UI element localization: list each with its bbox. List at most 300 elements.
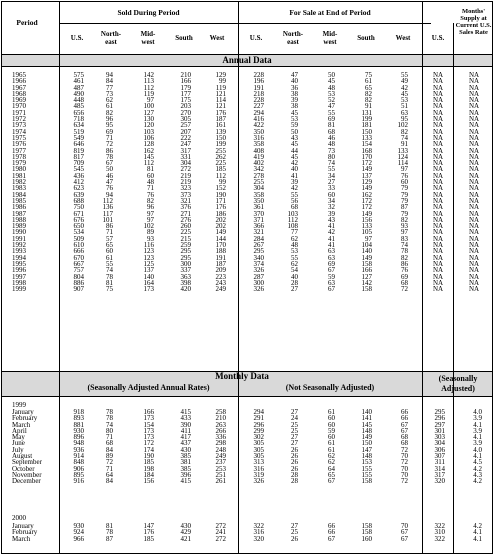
supply-us-header: U.S. <box>431 34 445 42</box>
annual-sold-south-cell: 175 <box>180 96 191 105</box>
annual-band-rule <box>2 66 492 67</box>
m2000-sold-south-column <box>169 523 191 542</box>
annual-forsale-midwest-cell: 33 <box>328 184 335 193</box>
m1999-forsale-us-cell: 299 <box>253 426 264 435</box>
annual-supply-us-cell: NA <box>432 247 444 256</box>
m1999-forsale-northeast-cell: 28 <box>291 477 298 486</box>
annual-sold-midwest-cell: 82 <box>147 196 154 205</box>
annual-forsale-us-cell: 326 <box>253 266 264 275</box>
m1999-forsale-south-cell: 149 <box>361 433 372 442</box>
annual-forsale-west-cell: 55 <box>401 71 408 79</box>
annual-forsale-us-cell: 191 <box>253 83 264 92</box>
annual-sold-west-cell: 149 <box>215 228 226 237</box>
annual-sold-south-cell: 363 <box>180 272 191 281</box>
annual-forsale-us-cell: 287 <box>253 272 264 281</box>
annual-sold-northeast-cell: 46 <box>106 171 113 180</box>
annual-sold-northeast-cell: 136 <box>102 203 113 212</box>
m1999-forsale-south-cell: 147 <box>361 445 372 454</box>
annual-forsale-northeast-cell: 38 <box>291 102 298 111</box>
annual-forsale-midwest-cell: 53 <box>328 89 335 98</box>
annual-forsale-us-cell: 228 <box>253 96 264 105</box>
months-supply-header: Months' Supply at Current U.S. Sales Rate <box>455 8 492 36</box>
annual-forsale-midwest-cell: 69 <box>328 115 335 124</box>
annual-sold-west-cell: 112 <box>215 171 226 180</box>
m2000-supply-us-cell: 322 <box>434 522 445 530</box>
annual-supply-rate-cell: NA <box>468 234 480 243</box>
m1999-forsale-west-cell: 67 <box>401 420 408 429</box>
annual-sold-us-cell: 575 <box>73 71 84 79</box>
annual-forsale-midwest-cell: 55 <box>328 108 335 117</box>
m1999-forsale-us-cell: 305 <box>253 445 264 454</box>
annual-forsale-west-cell: 82 <box>401 127 408 136</box>
annual-sold-west-cell: 185 <box>215 165 226 174</box>
sold-northeast-header: North- east <box>100 30 122 46</box>
annual-sold-us-cell: 671 <box>73 209 84 218</box>
annual-sold-west-cell: 190 <box>215 190 226 199</box>
annual-supply-rate-cell: NA <box>468 190 480 199</box>
m1999-forsale-midwest-cell: 67 <box>328 477 335 486</box>
annual-supply-rate-cell: NA <box>468 278 480 287</box>
m1999-forsale-south-cell: 148 <box>361 426 372 435</box>
annual-sold-northeast-cell: 61 <box>106 102 113 111</box>
m1999-sold-northeast-cell: 78 <box>106 408 113 416</box>
annual-years-cell: 1984 <box>12 190 26 199</box>
annual-forsale-northeast-cell: 54 <box>291 266 298 275</box>
annual-sold-south-cell: 257 <box>180 121 191 130</box>
m1999-sold-midwest-cell: 173 <box>143 433 154 442</box>
annual-sold-west-cell: 176 <box>215 108 226 117</box>
annual-years-cell: 1982 <box>12 178 26 187</box>
annual-forsale-us-cell: 278 <box>253 171 264 180</box>
annual-years-cell: 1970 <box>12 102 26 111</box>
annual-forsale-south-cell: 158 <box>361 259 372 268</box>
annual-sold-us-cell: 750 <box>73 203 84 212</box>
m1999-forsale-midwest-cell: 62 <box>328 452 335 461</box>
m1999-forsale-us-cell: 313 <box>253 458 264 467</box>
annual-sold-south-cell: 210 <box>180 71 191 79</box>
annual-forsale-northeast-cell: 42 <box>291 184 298 193</box>
m1999-sold-south-cell: 415 <box>180 477 191 486</box>
annual-years-cell: 1985 <box>12 196 26 205</box>
m1999-forsale-midwest-cell: 60 <box>328 433 335 442</box>
m1999-forsale-midwest-cell: 60 <box>328 414 335 423</box>
m1999-sold-west-cell: 251 <box>215 470 226 479</box>
sold-group-header: Sold During Period <box>117 8 180 17</box>
annual-forsale-midwest-cell: 63 <box>328 247 335 256</box>
annual-forsale-northeast-cell: 40 <box>291 165 298 174</box>
sold-us-header: U.S. <box>70 34 84 42</box>
annual-sold-us-cell: 646 <box>73 140 84 149</box>
annual-forsale-midwest-cell: 63 <box>328 278 335 287</box>
annual-supply-us-cell: NA <box>432 102 444 111</box>
m1999-sold-northeast-cell: 71 <box>106 464 113 473</box>
annual-forsale-midwest-cell: 41 <box>328 234 335 243</box>
m1999-sold-us-cell: 896 <box>73 433 84 442</box>
m1999-forsale-us-column <box>242 409 264 485</box>
annual-forsale-us-cell: 284 <box>253 234 264 243</box>
m1999-sold-west-cell: 263 <box>215 420 226 429</box>
sold-south-header: South <box>175 34 193 42</box>
m1999-forsale-midwest-cell: 65 <box>328 470 335 479</box>
annual-years-cell: 1978 <box>12 152 26 161</box>
annual-supply-rate-cell: NA <box>468 203 480 212</box>
m1999-sold-us-cell: 893 <box>73 414 84 423</box>
annual-years-cell: 1999 <box>12 285 26 294</box>
annual-supply-us-cell: NA <box>432 253 444 262</box>
annual-forsale-south-cell: 82 <box>365 96 372 105</box>
m1999-sold-midwest-cell: 190 <box>143 452 154 461</box>
m1999-forsale-northeast-cell: 25 <box>291 420 298 429</box>
annual-sold-west-cell: 187 <box>215 115 226 124</box>
m1999-forsale-us-cell: 291 <box>253 414 264 423</box>
m1999-sold-midwest-cell: 154 <box>143 420 154 429</box>
annual-supply-us-column <box>423 72 453 292</box>
m2000-sold-northeast-cell: 87 <box>106 534 113 543</box>
annual-sold-south-cell: 304 <box>180 159 191 168</box>
m1999-supply-us-cell: 307 <box>434 452 445 461</box>
annual-sold-south-column <box>169 72 191 292</box>
annual-sold-south-cell: 247 <box>180 140 191 149</box>
m1999-sold-midwest-cell: 156 <box>143 477 154 486</box>
annual-forsale-us-cell: 316 <box>253 133 264 142</box>
m1999-sold-midwest-cell: 198 <box>143 464 154 473</box>
annual-sold-west-cell: 139 <box>215 127 226 136</box>
annual-sold-south-cell: 420 <box>180 285 191 294</box>
annual-supply-us-cell: NA <box>432 228 444 237</box>
m2000-forsale-midwest-cell: 66 <box>328 522 335 530</box>
annual-sold-south-cell: 179 <box>180 83 191 92</box>
annual-sold-northeast-cell: 94 <box>106 190 113 199</box>
annual-sold-northeast-cell: 47 <box>106 178 113 187</box>
m2000-supply-us-cell: 322 <box>434 534 445 543</box>
annual-supply-us-cell: NA <box>432 190 444 199</box>
annual-forsale-midwest-cell: 34 <box>328 196 335 205</box>
m1999-forsale-us-cell: 305 <box>253 452 264 461</box>
annual-forsale-us-cell: 358 <box>253 140 264 149</box>
m1999-supply-rate-cell: 4.2 <box>473 464 482 473</box>
annual-forsale-us-cell: 196 <box>253 77 264 86</box>
annual-sold-west-cell: 191 <box>215 253 226 262</box>
annual-sold-midwest-cell: 60 <box>147 171 154 180</box>
annual-years-cell: 1965 <box>12 71 26 79</box>
annual-years-cell: 1976 <box>12 140 26 149</box>
annual-sold-northeast-cell: 94 <box>106 71 113 79</box>
m2000-forsale-south-column <box>350 523 372 542</box>
m1999-supply-us-cell: 296 <box>434 414 445 423</box>
m1999-supply-rate-cell: 3.9 <box>473 439 482 448</box>
seasonally-adjusted-heading: (Seasonally Adjusted) <box>438 374 478 393</box>
months-1999-cell: May <box>12 433 25 442</box>
annual-supply-rate-cell: NA <box>468 108 480 117</box>
annual-sold-south-cell: 225 <box>180 228 191 237</box>
annual-forsale-south-cell: 199 <box>361 115 372 124</box>
m1999-supply-rate-column <box>464 409 482 485</box>
annual-supply-rate-cell: NA <box>468 159 480 168</box>
annual-sold-us-cell: 490 <box>73 89 84 98</box>
annual-years-cell: 1998 <box>12 278 26 287</box>
annual-forsale-south-cell: 168 <box>361 146 372 155</box>
m1999-sold-west-cell: 336 <box>215 433 226 442</box>
annual-sold-west-cell: 188 <box>215 247 226 256</box>
not-seasonal-heading: (Not Seasonally Adjusted) <box>285 383 375 392</box>
annual-forsale-us-cell: 300 <box>253 278 264 287</box>
m2000-forsale-northeast-column <box>280 523 298 542</box>
m1999-sold-west-cell: 237 <box>215 458 226 467</box>
annual-forsale-northeast-cell: 41 <box>291 171 298 180</box>
annual-sold-us-cell: 509 <box>73 234 84 243</box>
annual-forsale-west-cell: 74 <box>401 133 408 142</box>
annual-sold-west-cell: 114 <box>215 96 226 105</box>
m2000-sold-west-cell: 272 <box>215 522 226 530</box>
m1999-supply-us-column <box>425 409 445 485</box>
period-header: Period <box>16 18 38 27</box>
annual-forsale-west-cell: 79 <box>401 196 408 205</box>
annual-sold-us-cell: 639 <box>73 190 84 199</box>
annual-forsale-west-cell: 76 <box>401 266 408 275</box>
annual-forsale-us-cell: 350 <box>253 127 264 136</box>
annual-sold-west-cell: 152 <box>215 184 226 193</box>
annual-supply-us-cell: NA <box>432 203 444 212</box>
months-1999-cell: November <box>12 470 42 479</box>
annual-sold-us-cell: 666 <box>73 247 84 256</box>
annual-sold-south-cell: 215 <box>180 234 191 243</box>
annual-forsale-midwest-cell: 81 <box>328 121 335 130</box>
m1999-forsale-northeast-cell: 26 <box>291 445 298 454</box>
m1999-forsale-northeast-column <box>280 409 298 485</box>
annual-forsale-south-cell: 104 <box>361 241 372 250</box>
annual-sold-northeast-cell: 50 <box>106 165 113 174</box>
m1999-sold-south-cell: 433 <box>180 414 191 423</box>
annual-sold-west-cell: 129 <box>215 71 226 79</box>
m1999-forsale-west-cell: 70 <box>401 470 408 479</box>
m1999-sold-west-cell: 261 <box>215 477 226 486</box>
annual-forsale-northeast-cell: 62 <box>291 259 298 268</box>
annual-forsale-us-cell: 371 <box>253 215 264 224</box>
m1999-forsale-us-cell: 316 <box>253 464 264 473</box>
annual-forsale-south-cell: 172 <box>361 196 372 205</box>
annual-forsale-south-cell: 181 <box>361 121 372 130</box>
annual-sold-west-cell: 223 <box>215 272 226 281</box>
annual-supply-us-cell: NA <box>432 259 444 268</box>
annual-sold-south-cell: 337 <box>180 266 191 275</box>
annual-sold-midwest-cell: 142 <box>143 71 154 79</box>
annual-sold-midwest-cell: 119 <box>143 89 154 98</box>
annual-forsale-west-cell: 95 <box>401 115 408 124</box>
annual-sold-northeast-cell: 67 <box>106 159 113 168</box>
annual-forsale-west-cell: 91 <box>401 140 408 149</box>
annual-sold-us-cell: 709 <box>73 159 84 168</box>
annual-supply-rate-cell: NA <box>468 102 480 111</box>
m1999-forsale-northeast-cell: 25 <box>291 426 298 435</box>
annual-sold-west-column <box>204 72 226 292</box>
annual-supply-rate-cell: NA <box>468 133 480 142</box>
m2000-sold-midwest-cell: 176 <box>143 528 154 537</box>
annual-sold-midwest-cell: 120 <box>143 121 154 130</box>
annual-sold-northeast-cell: 65 <box>106 241 113 250</box>
annual-sold-us-cell: 688 <box>73 196 84 205</box>
m1999-forsale-us-cell: 326 <box>253 477 264 486</box>
annual-forsale-south-cell: 156 <box>361 215 372 224</box>
annual-sold-south-cell: 177 <box>180 89 191 98</box>
m1999-sold-south-column <box>169 409 191 485</box>
annual-forsale-us-cell: 326 <box>253 285 264 294</box>
m1999-sold-midwest-cell: 185 <box>143 458 154 467</box>
m1999-sold-us-cell: 916 <box>73 477 84 486</box>
annual-sold-midwest-cell: 81 <box>147 165 154 174</box>
months-2000-cell: February <box>12 528 38 537</box>
annual-sold-south-cell: 219 <box>180 178 191 187</box>
annual-forsale-midwest-cell: 41 <box>328 222 335 231</box>
annual-forsale-west-cell: 102 <box>397 121 408 130</box>
annual-forsale-northeast-cell: 53 <box>291 115 298 124</box>
annual-supply-rate-cell: NA <box>468 83 480 92</box>
m1999-sold-midwest-cell: 184 <box>143 470 154 479</box>
annual-sold-us-cell: 886 <box>73 278 84 287</box>
annual-sold-northeast-cell: 76 <box>106 184 113 193</box>
annual-forsale-midwest-cell: 74 <box>328 159 335 168</box>
annual-sold-us-cell: 485 <box>73 102 84 111</box>
annual-sold-midwest-cell: 97 <box>147 209 154 218</box>
annual-supply-us-cell: NA <box>432 215 444 224</box>
months-1999-column <box>12 409 42 485</box>
annual-forsale-northeast-cell: 68 <box>291 203 298 212</box>
annual-forsale-midwest-cell: 34 <box>328 171 335 180</box>
annual-years-column <box>12 72 26 292</box>
annual-forsale-us-cell: 228 <box>253 71 264 79</box>
annual-forsale-us-cell: 370 <box>253 209 264 218</box>
annual-sold-midwest-cell: 96 <box>147 203 154 212</box>
m1999-sold-us-cell: 848 <box>73 458 84 467</box>
annual-sold-us-cell: 667 <box>73 259 84 268</box>
annual-supply-rate-cell: NA <box>468 247 480 256</box>
m1999-sold-us-cell: 936 <box>73 445 84 454</box>
annual-years-cell: 1974 <box>12 127 26 136</box>
annual-sold-midwest-cell: 112 <box>143 83 154 92</box>
annual-forsale-us-cell: 374 <box>253 259 264 268</box>
annual-forsale-us-cell: 358 <box>253 190 264 199</box>
annual-years-cell: 1996 <box>12 266 26 275</box>
annual-sold-west-cell: 225 <box>215 159 226 168</box>
annual-sold-us-cell: 670 <box>73 253 84 262</box>
annual-sold-south-cell: 331 <box>180 152 191 161</box>
annual-sold-south-cell: 203 <box>180 102 191 111</box>
annual-forsale-northeast-cell: 56 <box>291 196 298 205</box>
annual-forsale-south-column <box>350 72 372 292</box>
annual-forsale-midwest-cell: 67 <box>328 266 335 275</box>
m1999-sold-west-cell: 258 <box>215 408 226 416</box>
annual-forsale-us-cell: 255 <box>253 178 264 187</box>
annual-supply-rate-cell: NA <box>468 140 480 149</box>
m1999-forsale-northeast-cell: 26 <box>291 464 298 473</box>
annual-sold-south-cell: 321 <box>180 196 191 205</box>
annual-supply-rate-cell: NA <box>468 121 480 130</box>
m1999-supply-us-cell: 301 <box>434 426 445 435</box>
annual-sold-south-cell: 219 <box>180 171 191 180</box>
annual-sold-northeast-cell: 117 <box>102 209 113 218</box>
annual-forsale-northeast-cell: 112 <box>287 215 298 224</box>
m1999-forsale-south-cell: 150 <box>361 439 372 448</box>
m1999-supply-us-cell: 297 <box>434 420 445 429</box>
annual-forsale-us-cell: 416 <box>253 115 264 124</box>
annual-supply-us-cell: NA <box>432 89 444 98</box>
m1999-sold-midwest-column <box>132 409 154 485</box>
m1999-forsale-midwest-cell: 62 <box>328 458 335 467</box>
annual-forsale-northeast-cell: 103 <box>287 209 298 218</box>
annual-forsale-west-cell: 86 <box>401 259 408 268</box>
m1999-sold-midwest-cell: 173 <box>143 414 154 423</box>
forsale-west-header: West <box>395 34 411 42</box>
forsale-group-header: For Sale at End of Period <box>289 8 371 17</box>
m1999-supply-rate-cell: 4.5 <box>473 458 482 467</box>
annual-supply-us-cell: NA <box>432 133 444 142</box>
annual-supply-rate-cell: NA <box>468 89 480 98</box>
m1999-forsale-west-cell: 70 <box>401 464 408 473</box>
annual-sold-us-cell: 656 <box>73 108 84 117</box>
annual-sold-midwest-cell: 128 <box>143 140 154 149</box>
annual-supply-rate-cell: NA <box>468 77 480 86</box>
annual-forsale-midwest-cell: 45 <box>328 77 335 86</box>
m1999-forsale-northeast-cell: 24 <box>291 414 298 423</box>
annual-forsale-south-cell: 172 <box>361 203 372 212</box>
m1999-forsale-west-cell: 67 <box>401 426 408 435</box>
m1999-forsale-midwest-column <box>317 409 335 485</box>
m1999-forsale-northeast-cell: 27 <box>291 433 298 442</box>
forsale-south-header: South <box>357 34 375 42</box>
m1999-sold-south-cell: 437 <box>180 439 191 448</box>
annual-sold-us-cell: 623 <box>73 184 84 193</box>
annual-forsale-west-cell: 76 <box>401 171 408 180</box>
m1999-forsale-northeast-cell: 26 <box>291 452 298 461</box>
annual-sold-midwest-cell: 173 <box>143 285 154 294</box>
annual-forsale-south-cell: 127 <box>361 272 372 281</box>
annual-sold-us-cell: 757 <box>73 266 84 275</box>
months-2000-cell: March <box>12 534 31 543</box>
m1999-sold-west-cell: 266 <box>215 426 226 435</box>
m1999-supply-us-cell: 306 <box>434 445 445 454</box>
m2000-forsale-us-cell: 320 <box>253 534 264 543</box>
annual-sold-midwest-cell: 106 <box>143 133 154 142</box>
annual-forsale-northeast-cell: 27 <box>291 285 298 294</box>
annual-sold-south-cell: 166 <box>180 77 191 86</box>
annual-supply-us-cell: NA <box>432 272 444 281</box>
annual-forsale-west-cell: 68 <box>401 278 408 287</box>
annual-sold-midwest-cell: 112 <box>143 159 154 168</box>
m1999-forsale-midwest-cell: 61 <box>328 445 335 454</box>
m1999-forsale-south-cell: 145 <box>361 420 372 429</box>
annual-supply-rate-cell: NA <box>468 285 480 294</box>
m1999-sold-south-cell: 390 <box>180 420 191 429</box>
m1999-forsale-us-cell: 294 <box>253 408 264 416</box>
m1999-forsale-west-cell: 70 <box>401 452 408 461</box>
annual-supply-us-cell: NA <box>432 234 444 243</box>
m1999-sold-west-cell: 210 <box>215 414 226 423</box>
m1999-forsale-midwest-cell: 61 <box>328 408 335 416</box>
annual-forsale-us-cell: 402 <box>253 159 264 168</box>
annual-forsale-us-cell: 227 <box>253 102 264 111</box>
annual-forsale-south-cell: 150 <box>361 127 372 136</box>
annual-forsale-us-cell: 419 <box>253 152 264 161</box>
m1999-forsale-south-cell: 158 <box>361 477 372 486</box>
annual-supply-rate-cell: NA <box>468 152 480 161</box>
months-1999-cell: August <box>12 452 33 461</box>
annual-sold-northeast-cell: 71 <box>106 133 113 142</box>
annual-sold-south-cell: 376 <box>180 203 191 212</box>
monthly-data-heading: Monthly Data <box>215 371 269 381</box>
annual-supply-rate-cell: NA <box>468 215 480 224</box>
annual-supply-rate-cell: NA <box>468 259 480 268</box>
annual-sold-midwest-cell: 125 <box>143 259 154 268</box>
annual-forsale-us-cell: 366 <box>253 222 264 231</box>
